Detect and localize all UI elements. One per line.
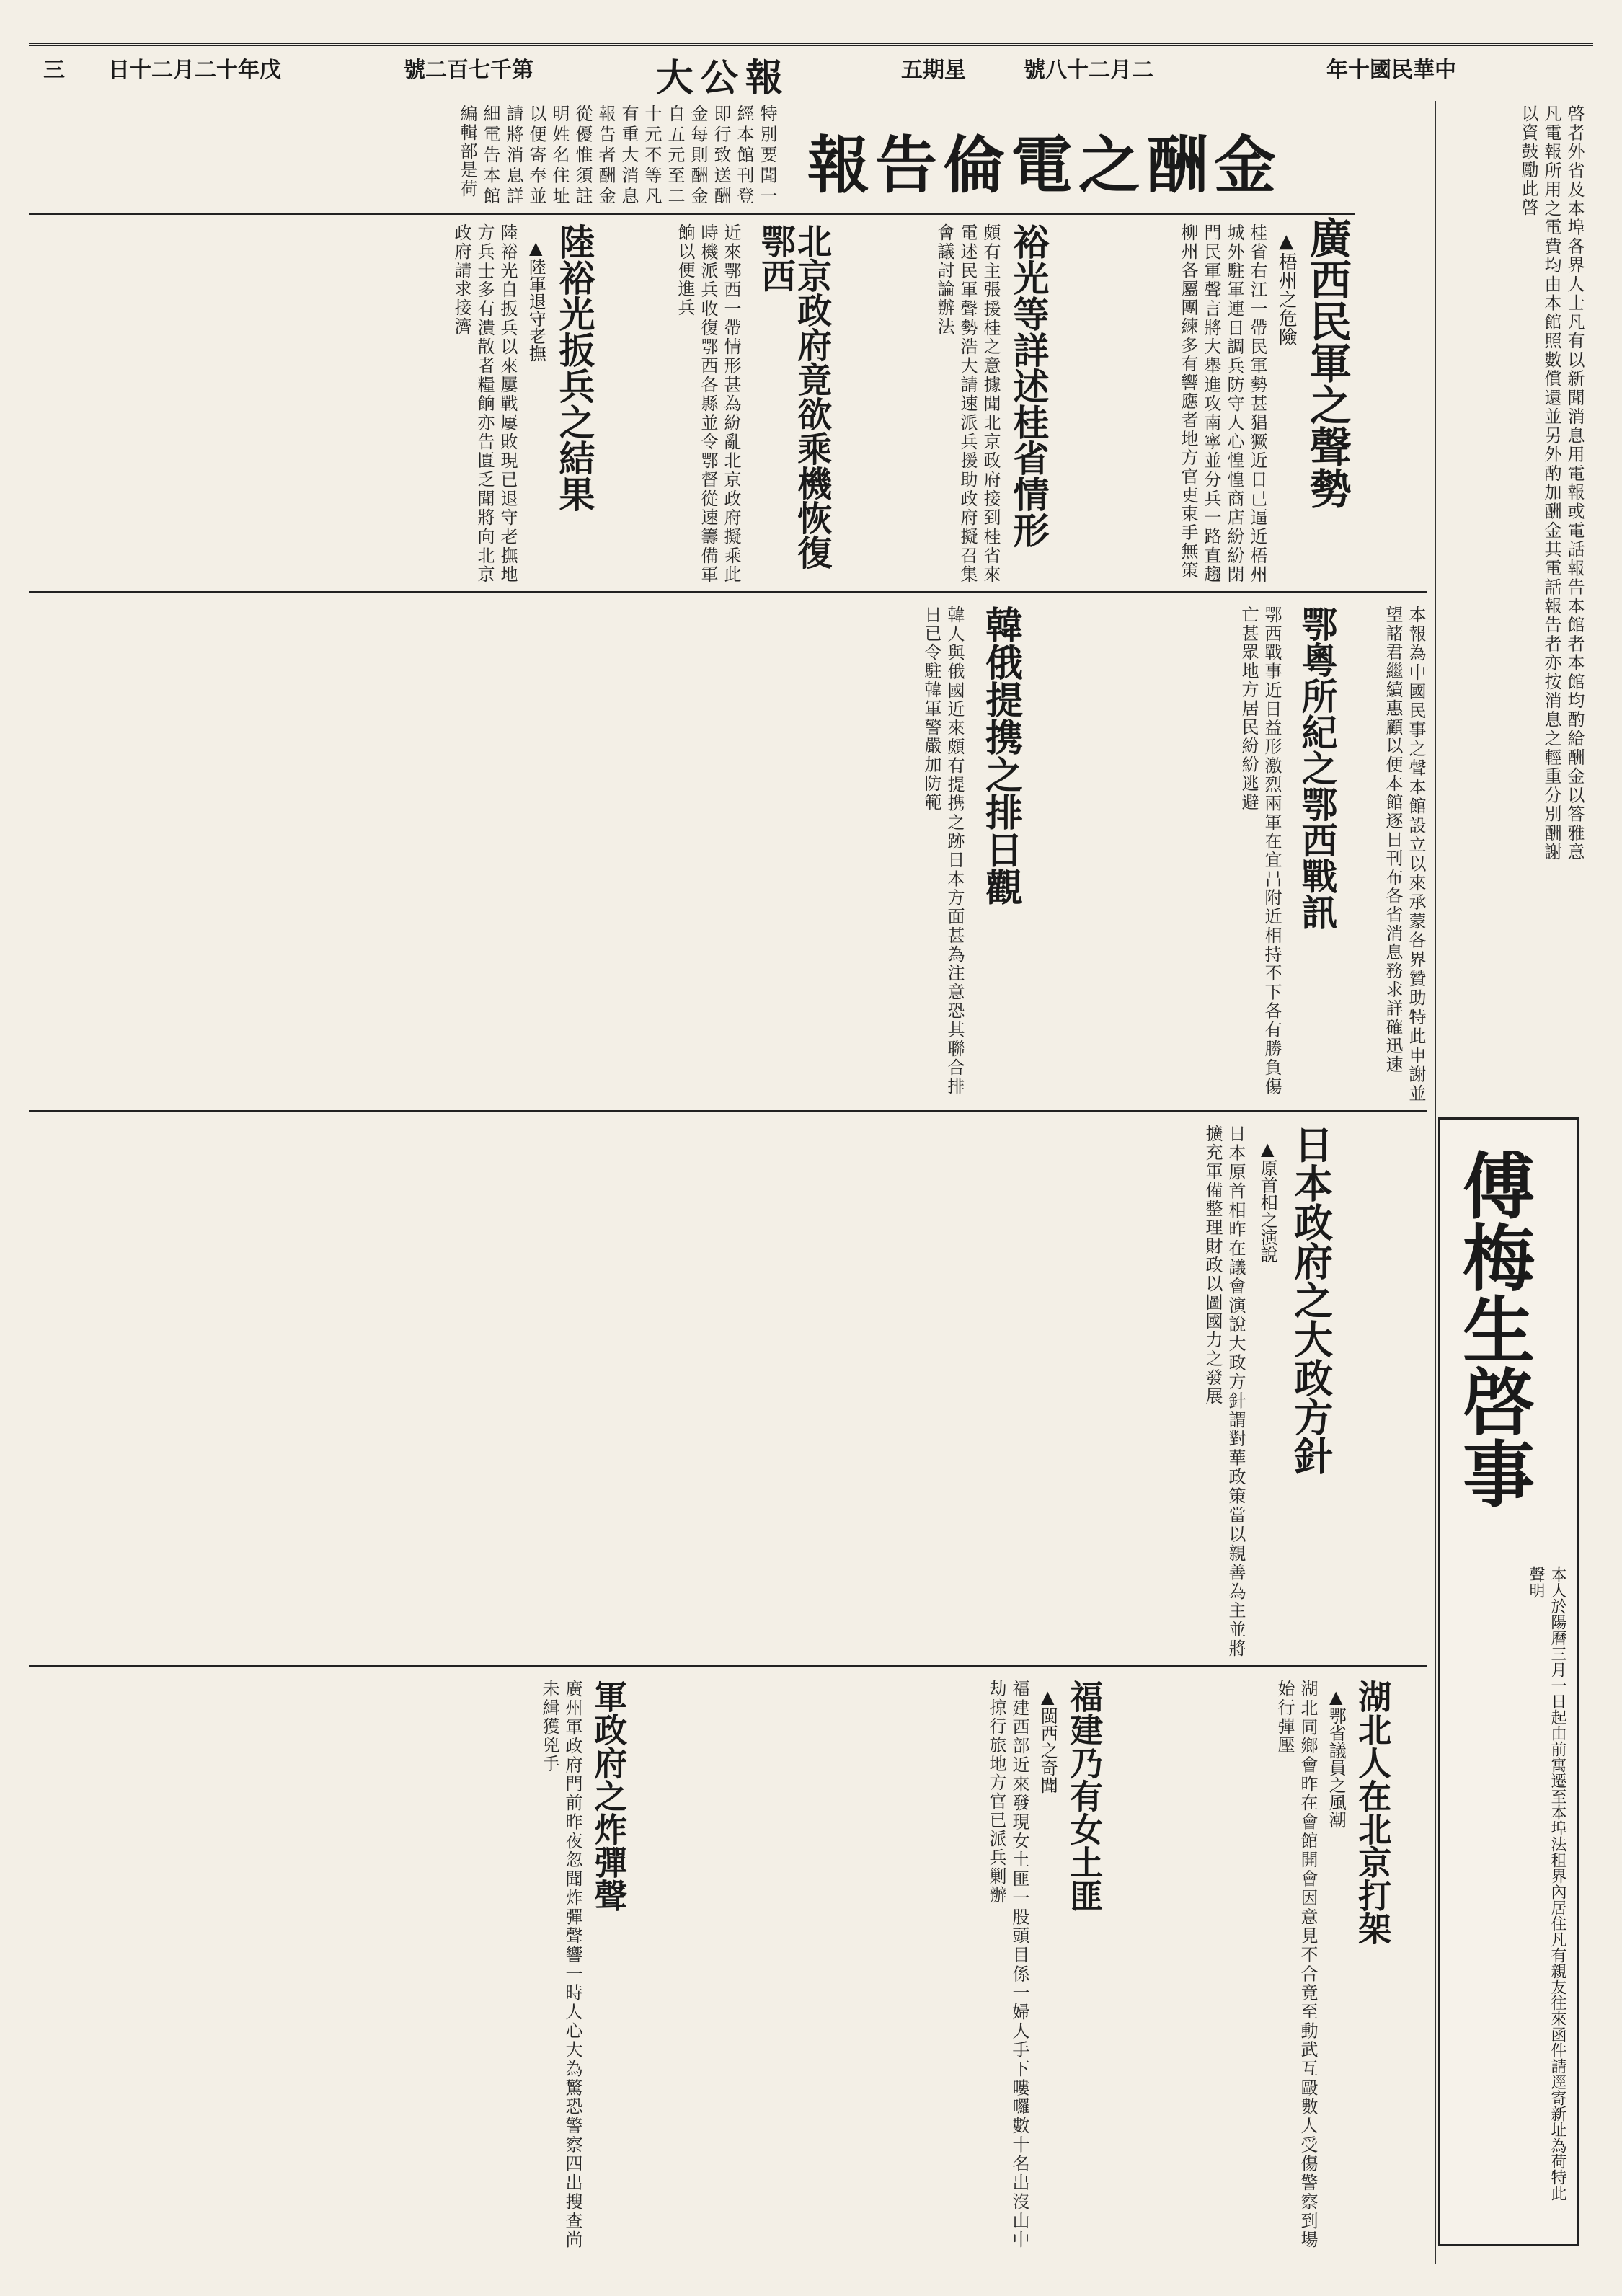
article-headline: 軍政府之炸彈聲 (589, 1680, 629, 1912)
article-body: 湖北同鄉會昨在會館開會因意見不合竟至動武互毆數人受傷警察到場始行彈壓 (1275, 1680, 1318, 2249)
rule-top (29, 213, 1355, 215)
right-column-text: 本報為中國民事之聲本館設立以來承蒙各界贊助特此申謝並望諸君繼續惠顧以便本館逐日刊布各省消息務求詳確迅速 (1383, 606, 1426, 1103)
article-sub: ▲閩西之奇聞 (1037, 1687, 1058, 1794)
article-body: 桂省右江一帶民軍勢甚猖獗近日已逼近梧州城外駐軍連日調兵防守人心惶惶商店紛紛閉門民軍聲言將大舉進攻南寧並分兵一路直趨柳州各屬團練多有響應者地方官吏束手無策 (1178, 223, 1267, 584)
article-headline: 福建乃有女土匪 (1065, 1680, 1104, 1912)
masthead (29, 43, 1593, 99)
article-headline: 廣西民軍之聲勢 (1302, 216, 1352, 509)
date-right: 年十國民華中 (1326, 58, 1456, 83)
right-column-divider (1435, 101, 1436, 2264)
article-body: 陸裕光自扳兵以來屢戰屢敗現已退守老撫地方兵士多有潰散者糧餉亦告匱乏聞將向北京政府請求接濟 (451, 223, 518, 584)
left-announcement: 特別要聞一經本館刊登即行致送酬金每則酬金自五元至二十元不等凡有重大消息報告者酬金從優惟須註明姓名住址以便寄奉並請將消息詳細電告本館編輯部是荷 (457, 105, 777, 205)
ad-title: 傅梅生啓事 (1450, 1148, 1535, 1509)
article-body: 日本原首相昨在議會演說大政方針謂對華政策當以親善為主並將擴充軍備整理財政以圖國力之發展 (1202, 1125, 1246, 1658)
date-left: 日十二月二十年戊 (108, 58, 281, 83)
advertisement-box (1438, 1117, 1579, 2246)
article-headline: 湖北人在北京打架 (1353, 1680, 1393, 1945)
rule-3 (29, 1110, 1427, 1112)
rule-2 (29, 591, 1427, 593)
page-number: 三 (43, 58, 65, 83)
article-headline: 陸裕光扳兵之結果 (553, 223, 596, 512)
article-body: 頗有主張援桂之意據聞北京政府接到桂省來電述民軍聲勢浩大請速派兵援助政府擬召集會議討論辦法 (934, 223, 1001, 584)
banner-headline: 報告倫電之酬金 (807, 129, 1282, 202)
article-sub: ▲陸軍退守老撫 (526, 238, 546, 362)
article-body: 韓人與俄國近來頗有提携之跡日本方面甚為注意恐其聯合排日已令駐韓軍警嚴加防範 (921, 606, 965, 1096)
issue-number: 號二百七千第 (404, 58, 533, 83)
article-sub: ▲梧州之危險 (1275, 231, 1298, 346)
ad-body: 本人於陽曆三月一日起由前寓遷至本埠法租界內居住凡有親友往來函件請逕寄新址為荷特此聲明 (1527, 1566, 1566, 2201)
article-sub: ▲鄂省議員之風潮 (1326, 1687, 1347, 1828)
article-body: 福建西部近來發現女土匪一股頭目係一婦人手下嘍囉數十名出沒山中劫掠行旅地方官已派兵剿辦 (986, 1680, 1029, 2249)
weekday: 五期星 (901, 58, 966, 83)
article-headline: 韓俄提携之排日觀 (978, 606, 1023, 905)
issue-date: 號八十二月二 (1024, 58, 1153, 83)
intro-text: 啓者外省及本埠各界人士凡有以新聞消息用電報或電話報告本館者本館均酌給酬金以答雅意凡電報所用之電費均由本館照數償還並另外酌加酬金其電話報告者亦按消息之輕重分別酬謝以資鼓勵此啓 (1518, 105, 1585, 861)
article-headline: 鄂粵所紀之鄂西戰訊 (1295, 606, 1339, 930)
rule-4 (29, 1665, 1427, 1667)
article-headline: 日本政府之大政方針 (1288, 1125, 1334, 1475)
paper-name: 大公報 (656, 56, 791, 100)
article-sub: ▲原首相之演說 (1257, 1139, 1278, 1263)
article-headline: 北京政府竟欲乘機恢復鄂西 (755, 223, 832, 569)
article-body: 近來鄂西一帶情形甚為紛亂北京政府擬乘此時機派兵收復鄂西各縣並令鄂督從速籌備軍餉以便進兵 (675, 223, 741, 584)
article-body: 廣州軍政府門前昨夜忽聞炸彈聲響一時人心大為驚恐警察四出搜查尚未緝獲兇手 (539, 1680, 582, 2249)
article-body: 鄂西戰事近日益形激烈兩軍在宜昌附近相持不下各有勝負傷亡甚眾地方居民紛紛逃避 (1238, 606, 1282, 1096)
article-headline: 裕光等詳述桂省情形 (1007, 223, 1050, 548)
